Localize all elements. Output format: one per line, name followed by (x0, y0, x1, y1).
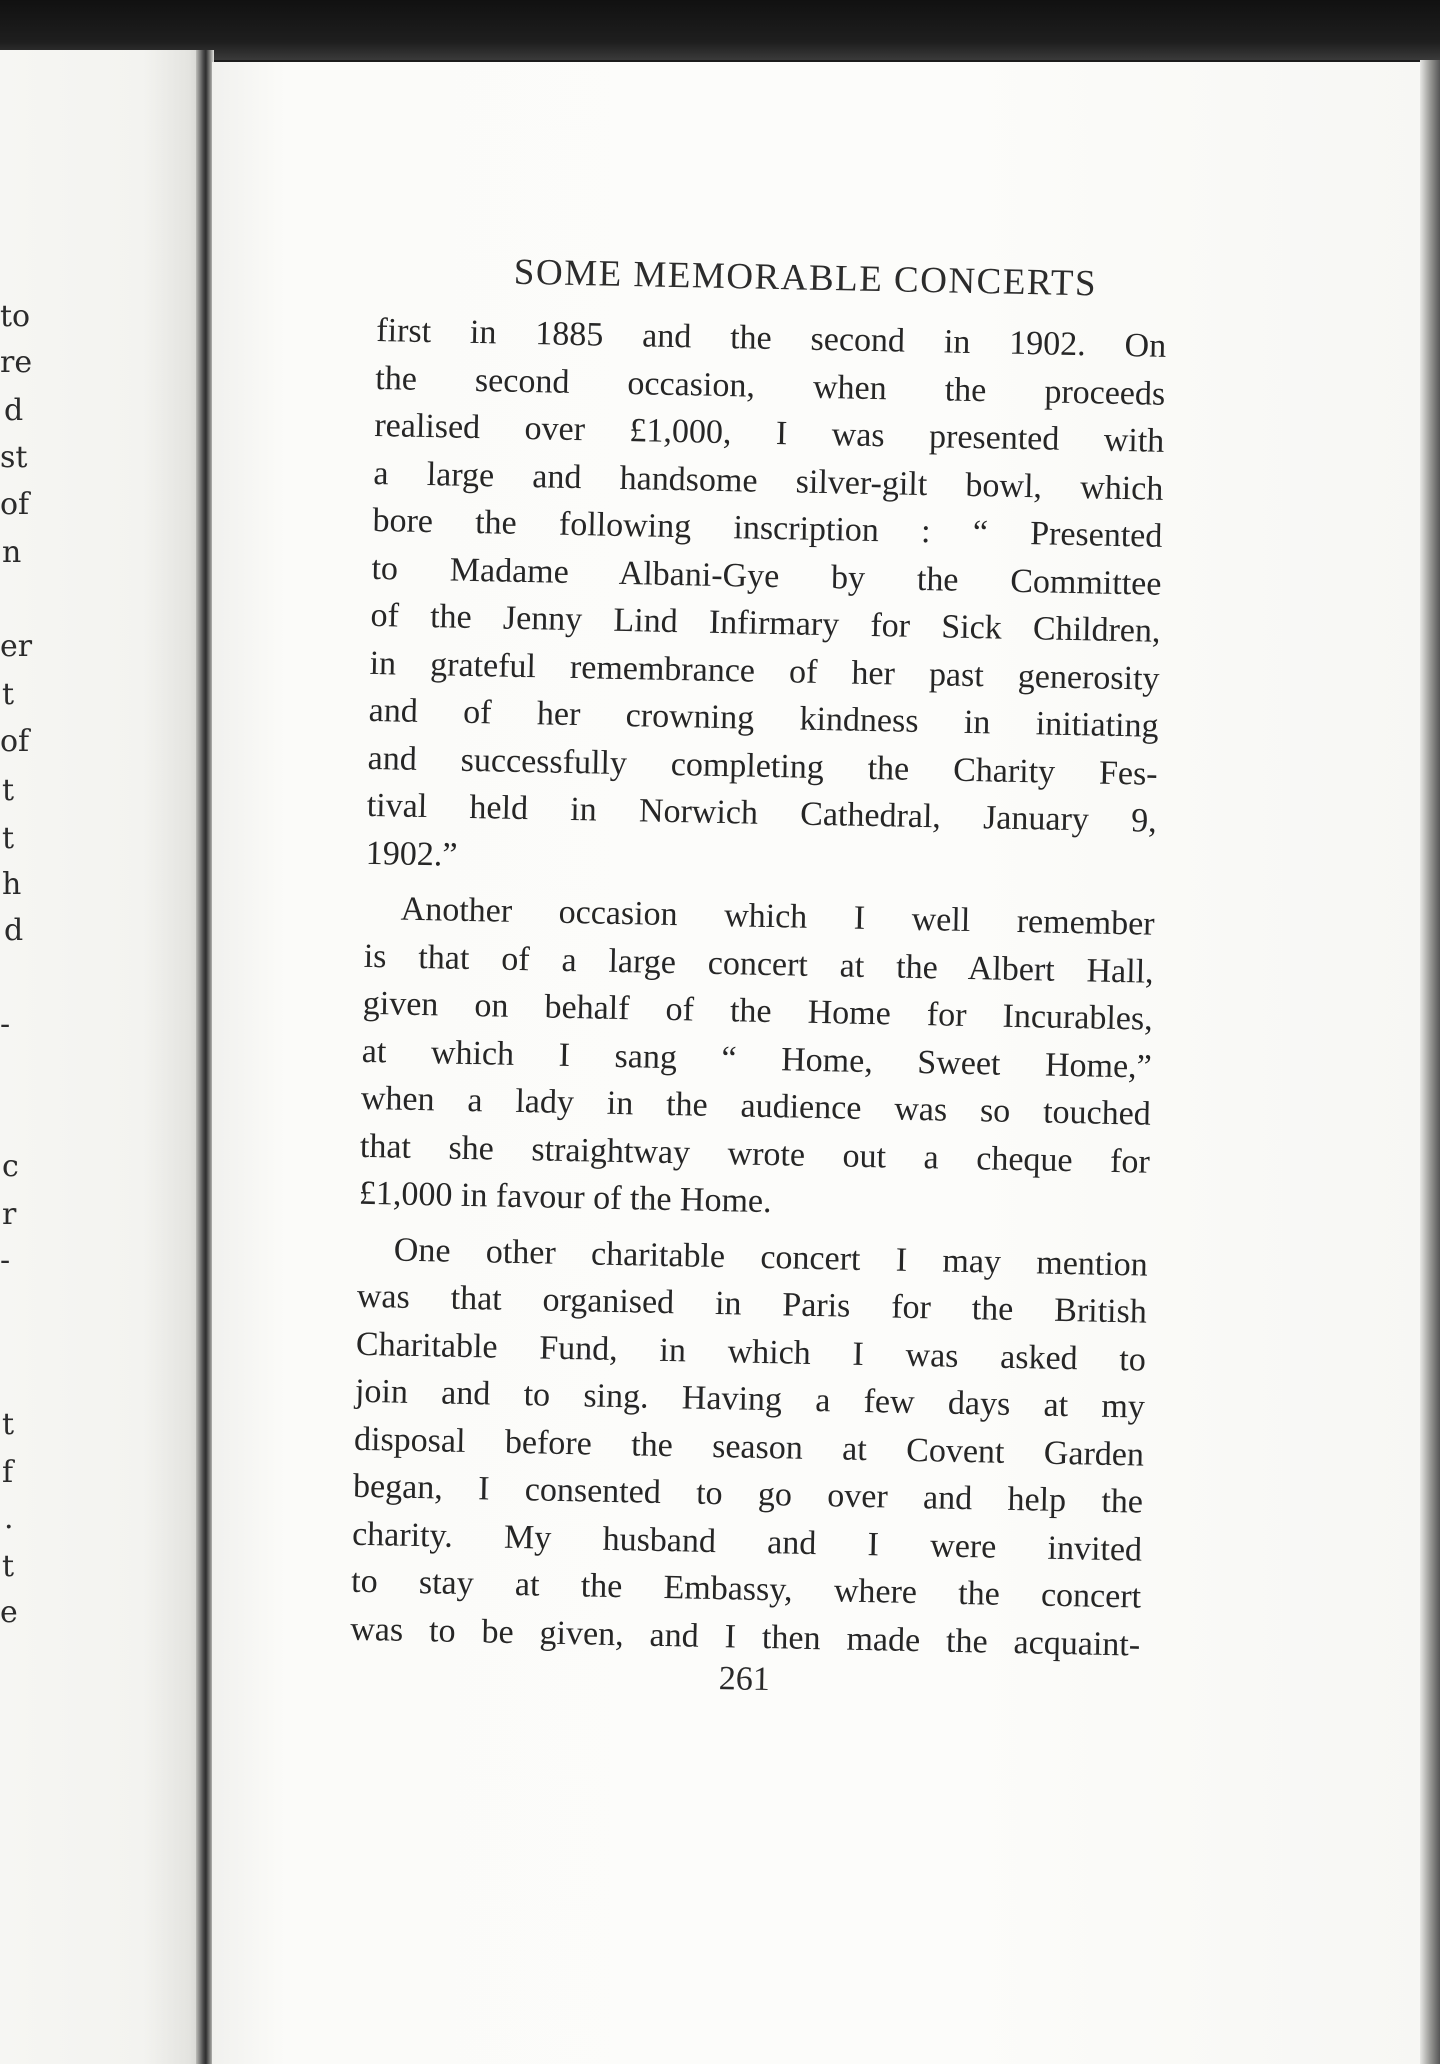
text-line: is that of a large concert at the Albert Hall, (363, 937, 1155, 991)
left-page-fragment: f (2, 1455, 14, 1490)
text-line: join and to sing. Having a few days at my (354, 1372, 1146, 1426)
left-page-fragment: d (4, 913, 24, 948)
text-line: and successfully completing the Charity Fes- (367, 739, 1158, 793)
left-page-fragment: t (2, 1407, 15, 1442)
left-page-fragment: c (2, 1149, 19, 1184)
text-line: was to be given, and I then made the acquaint- (349, 1610, 1141, 1664)
left-page-fragment: . (4, 1501, 14, 1536)
left-page-fragment: r (2, 1197, 17, 1232)
text-line: Another occasion which I well remember (400, 890, 1155, 943)
text-line: began, I consented to go over and help the (352, 1467, 1144, 1521)
left-page-fragment: re (0, 345, 33, 380)
left-page-fragment: st (0, 440, 28, 475)
left-page-fragment: to (0, 299, 31, 334)
paragraph (359, 885, 1156, 1233)
text-line: first in 1885 and the second in 1902. On (375, 311, 1167, 365)
text-line: One other charitable concert I may mention (393, 1231, 1149, 1284)
paragraph (365, 307, 1166, 893)
left-page-fragment: - (0, 1007, 11, 1042)
text-line: charity. My husband and I were invited (351, 1515, 1143, 1569)
running-head: SOME MEMORABLE CONCERTS (513, 251, 1098, 305)
text-line: tival held in Norwich Cathedral, January 9, (366, 786, 1158, 840)
text-line: and of her crowning kindness in initiating (368, 691, 1159, 745)
text-line: £1,000 in favour of the Home. (358, 1174, 772, 1221)
left-page-fragment: t (2, 773, 15, 808)
left-page-fragment: n (2, 535, 22, 570)
text-line: Charitable Fund, in which I was asked to (355, 1325, 1147, 1379)
text-line: disposal before the season at Covent Garden (353, 1420, 1145, 1474)
text-line: of the Jenny Lind Infirmary for Sick Children, (370, 596, 1161, 650)
text-line: at which I sang “ Home, Sweet Home,” (361, 1032, 1153, 1086)
text-line: when a lady in the audience was so touched (360, 1079, 1152, 1133)
scan-top-shadow (0, 0, 1440, 60)
text-line: the second occasion, when the proceeds (375, 359, 1166, 413)
text-line: given on behalf of the Home for Incurables, (362, 984, 1154, 1038)
left-page-fragment: of (0, 487, 30, 522)
left-page-fragment: t (2, 1549, 15, 1584)
left-page-fragment: t (2, 821, 15, 856)
left-page-fragment: er (0, 629, 33, 664)
text-line: a large and handsome silver-gilt bowl, which (373, 454, 1164, 508)
text-line: bore the following inscription : “ Presented (372, 501, 1163, 555)
left-page-fragment: - (0, 1243, 11, 1278)
right-page-edge (1420, 60, 1440, 2064)
text-line: that she straightway wrote out a cheque for (359, 1127, 1151, 1181)
text-line: to stay at the Embassy, where the concert (350, 1562, 1142, 1616)
page-number: 261 (718, 1660, 771, 1699)
page-text-block (349, 248, 1168, 1707)
text-line: 1902.” (365, 834, 458, 874)
text-line: was that organised in Paris for the British (356, 1277, 1148, 1331)
left-page-fragment: h (2, 867, 22, 902)
text-line: to Madame Albani-Gye by the Committee (371, 549, 1162, 603)
left-page-fragment: of (0, 724, 30, 759)
left-page-fragment: d (4, 393, 24, 428)
left-page-edge (0, 50, 205, 2064)
text-line: in grateful remembrance of her past generosity (369, 644, 1160, 698)
left-page-fragment: t (2, 677, 15, 712)
text-line: realised over £1,000, I was presented with (374, 406, 1165, 460)
paragraph (350, 1225, 1148, 1668)
left-page-fragment: e (0, 1595, 18, 1630)
